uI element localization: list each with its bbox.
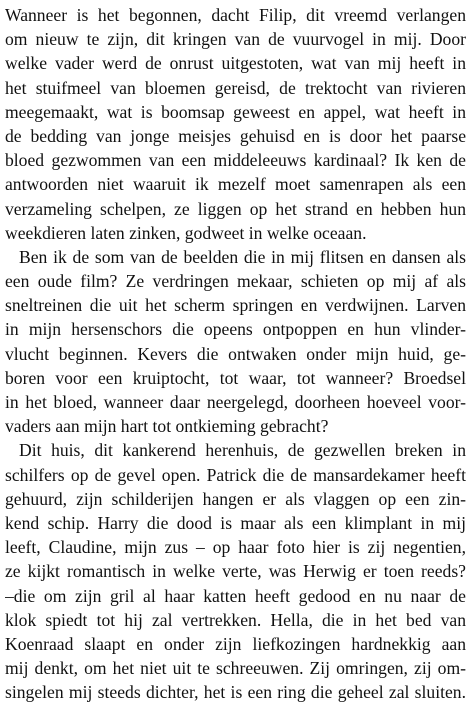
text-line: meegemaakt, wat is boomsap geweest en appel, wat heeft in <box>5 101 466 122</box>
text-line: mij denkt, om het niet uit te schreeuwen. Zij omringen, zij om- <box>5 658 466 679</box>
text-line: welke vader werd de onrust uitgestoten, wat van mij heeft in <box>5 53 466 74</box>
text-line: Dit huis, dit kankerend herenhuis, de gezwellen breken in <box>19 440 466 461</box>
text-line: in mijn hersenschors die opeens ontpoppen en hun vlinder- <box>5 319 466 340</box>
text-line: boren voor een kruiptocht, tot waar, tot wanneer? Broedsel <box>5 367 466 388</box>
text-line: een oude film? Ze verdringen mekaar, schieten op mij af als <box>5 271 466 292</box>
text-line: antwoorden niet waaruit ik mezelf moet samenrapen als een <box>5 174 466 195</box>
text-line: leeft, Claudine, mijn zus – op haar foto hier is zij negentien, <box>5 537 466 558</box>
text-line: klok spiedt tot hij zal vertrekken. Hella, die in het bed van <box>5 609 466 630</box>
text-line: vaders aan mijn hart tot ontkieming gebracht? <box>5 416 329 437</box>
text-line: ze kijkt romantisch in welke verte, was Herwig er toen reeds? <box>5 561 466 582</box>
text-line: om nieuw te zijn, dit kringen van de vuurvogel in mij. Door <box>5 29 466 50</box>
text-line: Ben ik de som van de beelden die in mij flitsen en dansen als <box>19 246 466 267</box>
text-line: sneltreinen die uit het scherm springen en verdwijnen. Larven <box>5 295 466 316</box>
text-line: gehuurd, zijn schilderijen hangen er als vlaggen op een zin- <box>5 488 466 509</box>
body-text <box>5 3 466 704</box>
text-line: bloed gezwommen van een middeleeuws kardinaal? Ik ken de <box>5 150 466 171</box>
text-line: kend schip. Harry die dood is maar als een klimplant in mij <box>5 512 466 533</box>
text-line: singelen mij steeds dichter, het is een ring die geheel zal sluiten. <box>5 682 466 703</box>
text-line: verzameling schelpen, ze liggen op het strand en hebben hun <box>5 198 466 219</box>
text-line: schilfers op de gevel open. Patrick die de mansardekamer heeft <box>5 464 466 485</box>
text-line: het stuifmeel van bloemen gereisd, de trektocht van rivieren <box>5 77 466 98</box>
text-line: in het bloed, wanneer daar neergelegd, doorheen hoeveel voor- <box>5 392 466 412</box>
text-line: de bedding van jonge meisjes gehuisd en is door het paarse <box>5 125 466 146</box>
text-line: Wanneer is het begonnen, dacht Filip, dit vreemd verlangen <box>5 5 466 25</box>
text-line: vlucht beginnen. Kevers die ontwaken onder mijn huid, ge- <box>5 343 466 364</box>
text-line: Koenraad slaapt en onder zijn liefkozingen hardnekkig aan <box>5 633 466 654</box>
text-line: –die om zijn gril al haar katten heeft gedood en nu naar de <box>5 585 466 606</box>
text-line: weekdieren laten zinken, godweet in welke oceaan. <box>5 222 367 243</box>
